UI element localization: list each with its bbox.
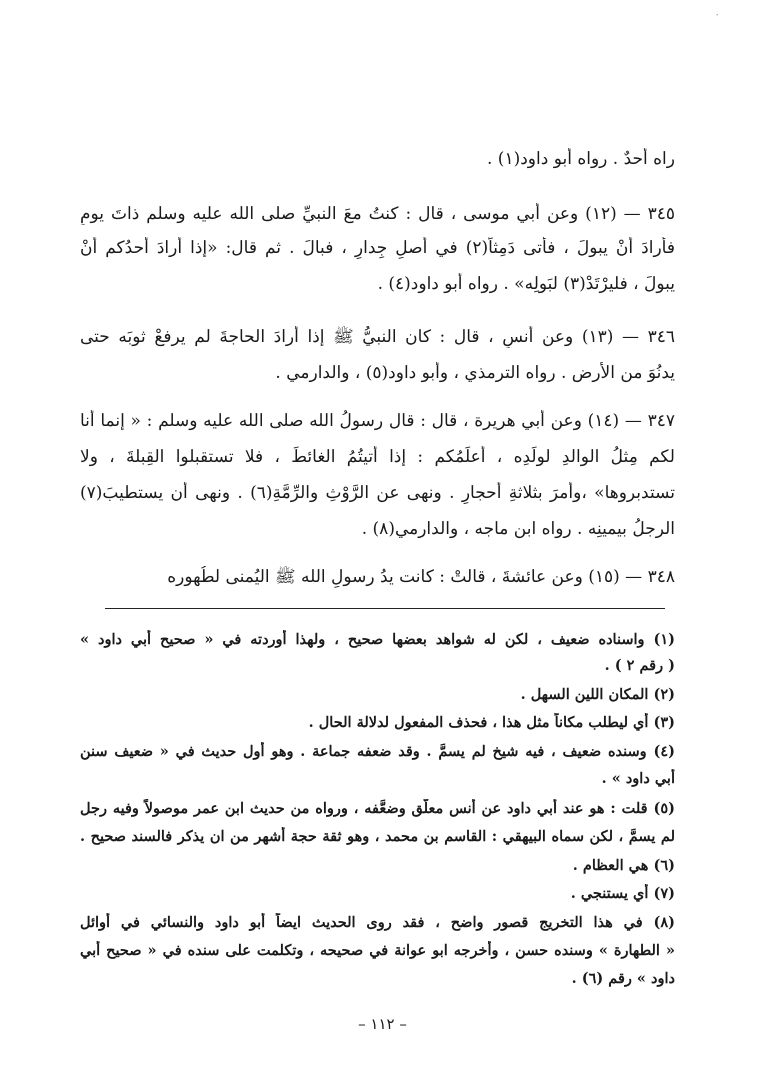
hadith-347-line: ٣٤٧ — (١٤) وعن أبي هريرة ، قال : قال رسولُ الله صلى الله عليه وسلم : « إنما أنا — [80, 411, 675, 431]
footnote-line: لم يسمَّ ، لكن سماه البيهقي : القاسم بن محمد ، وهو ثقة حجة أشهر من ان يذكر فالسند صحيح . — [80, 828, 675, 845]
footnote-line: (٦) هي العظام . — [572, 857, 675, 874]
main-text-line: يبولَ ، فليرْتَدْ(٣) لبَولِه» . رواه أبو داود(٤) . — [377, 274, 675, 294]
footnote-divider — [105, 608, 665, 609]
hadith-346-line: ٣٤٦ — (١٣) وعن أنسٍ ، قال : كان النبيُّ ﷺ إذا أرادَ الحاجةَ لم يرفعْ ثوبَه حتى — [80, 327, 675, 347]
footnote-line: (٨) في هذا التخريج قصور واضح ، فقد روى الحديث ايضاً أبو داود والنسائي في أوائل — [80, 914, 675, 931]
main-text-line: لكم مِثلُ الوالدِ لولَدِه ، أعلِّمُكم : إذا أتيتُمُ الغائطَ ، فلا تستقبلوا القِبلةَ ، ولا — [80, 447, 675, 467]
footnote-line: (٣) أي ليطلب مكاناً مثل هذا ، فحذف المفعول لدلالة الحال . — [308, 714, 675, 731]
main-text-line: تستدبروها» ،وأمرَ بثلاثةِ أحجارٍ . ونهى عن الرَّوْثِ والرِّمَّةِ(٦) . ونهى أن يستطيبَ(٧) — [80, 483, 675, 503]
footnote-line: (٧) أي يستنجي . — [570, 885, 675, 902]
footnote-line: (٥) قلت : هو عند أبي داود عن أنس معلَّق وضعَّفه ، ورواه من حديث ابن عمر موصولاً وفيه رجل — [80, 800, 675, 817]
page-number: – ١١٢ – — [358, 1015, 407, 1033]
main-text-line: فأرادَ أنْ يبولَ ، فأتى دَمِثاً(٢) في أصلِ جِدارٍ ، فبالَ . ثم قال: «إذا أرادَ أحدُكم أنْ — [80, 238, 675, 258]
footnote-line: (٢) المكان اللين السهل . — [520, 686, 675, 703]
footnote-line: داود » رقم (٦) . — [571, 970, 675, 987]
main-text-line: الرجلُ بيمينِه . رواه ابن ماجه ، والدارمي(٨) . — [361, 519, 675, 539]
hadith-345-line: ٣٤٥ — (١٢) وعن أبي موسى ، قال : كنتُ معَ النبيِّ صلى الله عليه وسلم ذاتَ يومٍ — [80, 204, 675, 224]
footnote-line: « الطهارة » وسنده حسن ، وأخرجه ابو عوانة في صحيحه ، وتكلمت على سنده في « صحيح أبي — [80, 942, 675, 959]
footnote-line: ( رقم ٢ ) . — [604, 657, 675, 674]
main-text-line: يدنُوَ من الأرضِ . رواه الترمذي ، وأبو داود(٥) ، والدارمي . — [275, 363, 675, 383]
hadith-348-line: ٣٤٨ — (١٥) وعن عائشةَ ، قالتْ : كانت يدُ رسولِ الله ﷺ اليُمنى لطُهوره — [167, 567, 675, 587]
footnote-line: (٤) وسنده ضعيف ، فيه شيخ لم يسمَّ . وقد ضعفه جماعة . وهو أول حديث في « ضعيف سنن — [80, 743, 675, 760]
main-text-line: راه أحدٌ . رواه أبو داود(١) . — [486, 149, 675, 169]
footnote-line: (١) واسناده ضعيف ، لكن له شواهد بعضها صحيح ، ولهذا أوردته في « صحيح أبي داود » — [80, 631, 675, 648]
footnote-line: أبي داود » . — [601, 770, 675, 787]
corner-mark: ٠ — [715, 10, 720, 19]
